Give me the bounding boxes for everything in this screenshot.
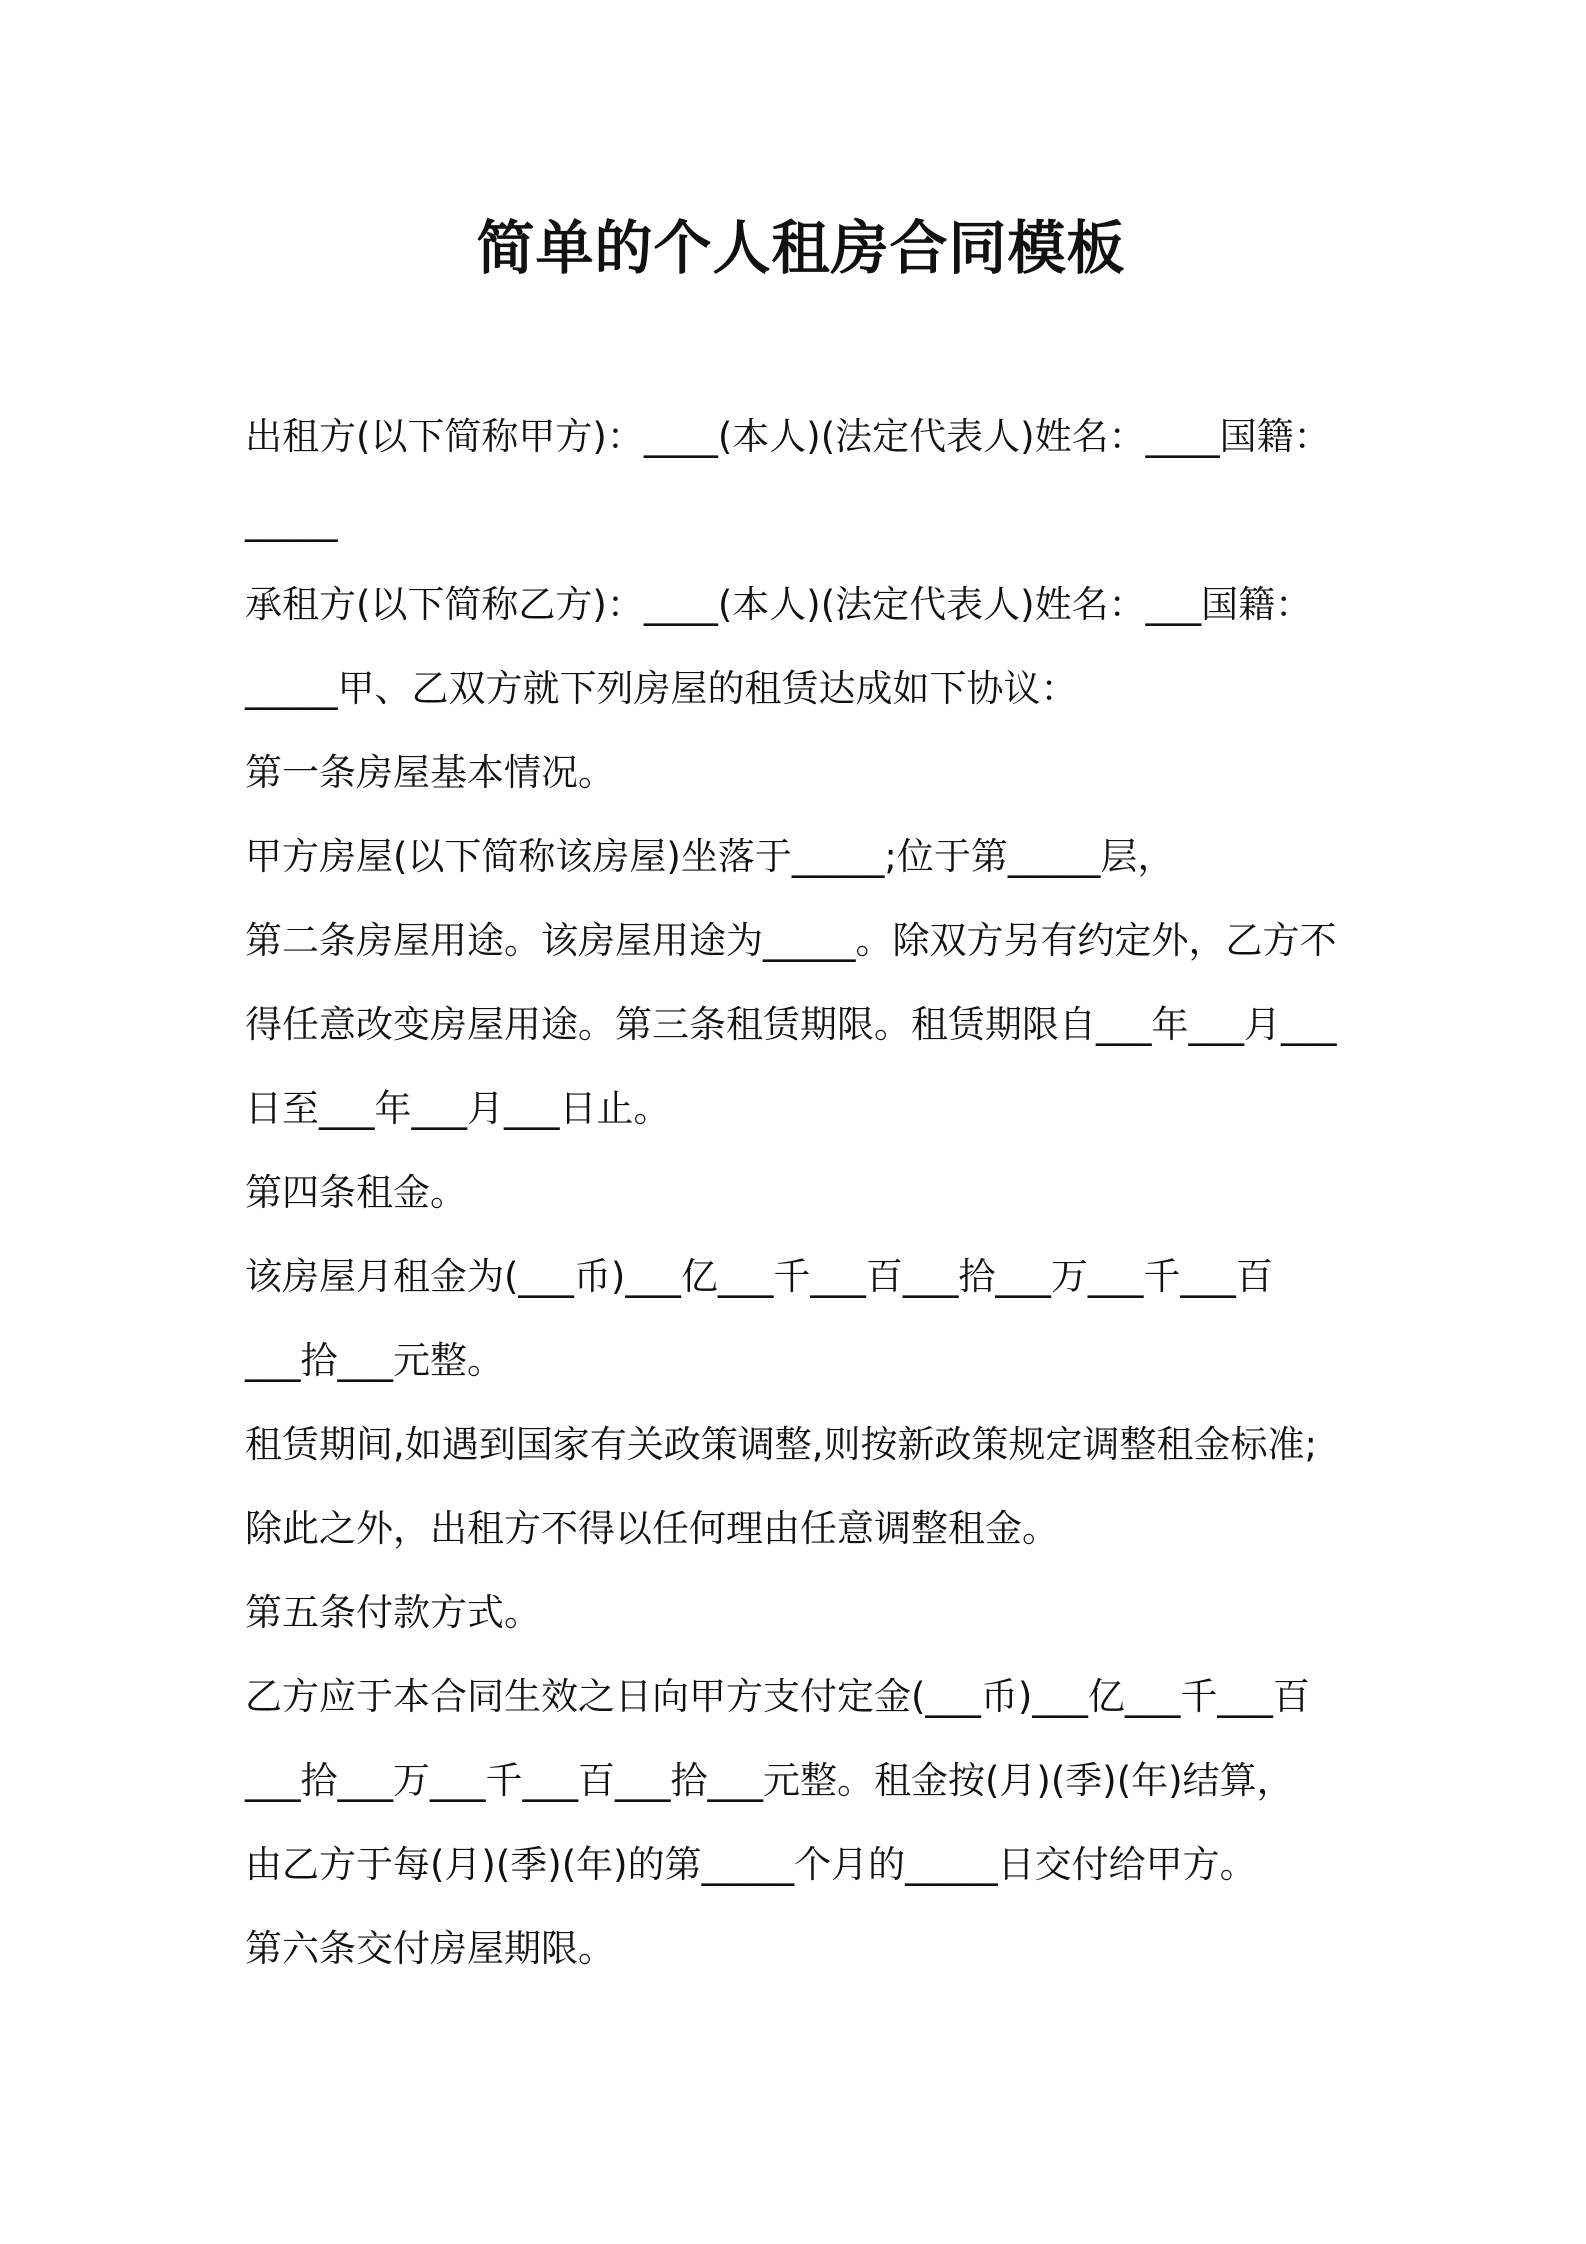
lessor-line: 出租方(以下简称甲方)：____(本人)(法定代表人)姓名：____国籍： <box>245 415 1331 458</box>
article-4-heading: 第四条租金。 <box>245 1171 467 1214</box>
property-location-line: 甲方房屋(以下简称该房屋)坐落于_____;位于第_____层， <box>245 835 1175 878</box>
article-5-heading: 第五条付款方式。 <box>245 1591 541 1634</box>
article-1-heading: 第一条房屋基本情况。 <box>245 751 615 794</box>
document-title: 简单的个人租房合同模板 <box>476 214 1126 282</box>
deposit-line-continued: ___拾___万___千___百___拾___元整。租金按(月)(季)(年)结算， <box>245 1759 1294 1802</box>
monthly-rent-line-continued: ___拾___元整。 <box>245 1339 504 1382</box>
rent-adjustment-line: 租赁期间,如遇到国家有关政策调整,则按新政策规定调整租金标准; <box>245 1423 1317 1466</box>
agreement-intro-line: _____甲、乙双方就下列房屋的租赁达成如下协议： <box>245 667 1078 710</box>
lease-term-end-line: 日至___年___月___日止。 <box>245 1087 671 1130</box>
payment-schedule-line: 由乙方于每(月)(季)(年)的第_____个月的_____日交付给甲方。 <box>245 1843 1257 1886</box>
document-body <box>245 395 1385 1991</box>
lessor-line-continued: _____ <box>245 499 338 542</box>
rent-adjustment-line-continued: 除此之外，出租方不得以任何理由任意调整租金。 <box>245 1507 1059 1550</box>
article-3-line: 得任意改变房屋用途。第三条租赁期限。租赁期限自___年___月___ <box>245 1003 1337 1046</box>
lessee-line: 承租方(以下简称乙方)：____(本人)(法定代表人)姓名：___国籍： <box>245 583 1313 626</box>
article-2-line: 第二条房屋用途。该房屋用途为_____。除双方另有约定外，乙方不 <box>245 919 1337 962</box>
deposit-line: 乙方应于本合同生效之日向甲方支付定金(___币)___亿___千___百 <box>245 1675 1310 1718</box>
article-6-heading: 第六条交付房屋期限。 <box>245 1927 615 1970</box>
monthly-rent-line: 该房屋月租金为(___币)___亿___千___百___拾___万___千___百 <box>245 1255 1273 1298</box>
